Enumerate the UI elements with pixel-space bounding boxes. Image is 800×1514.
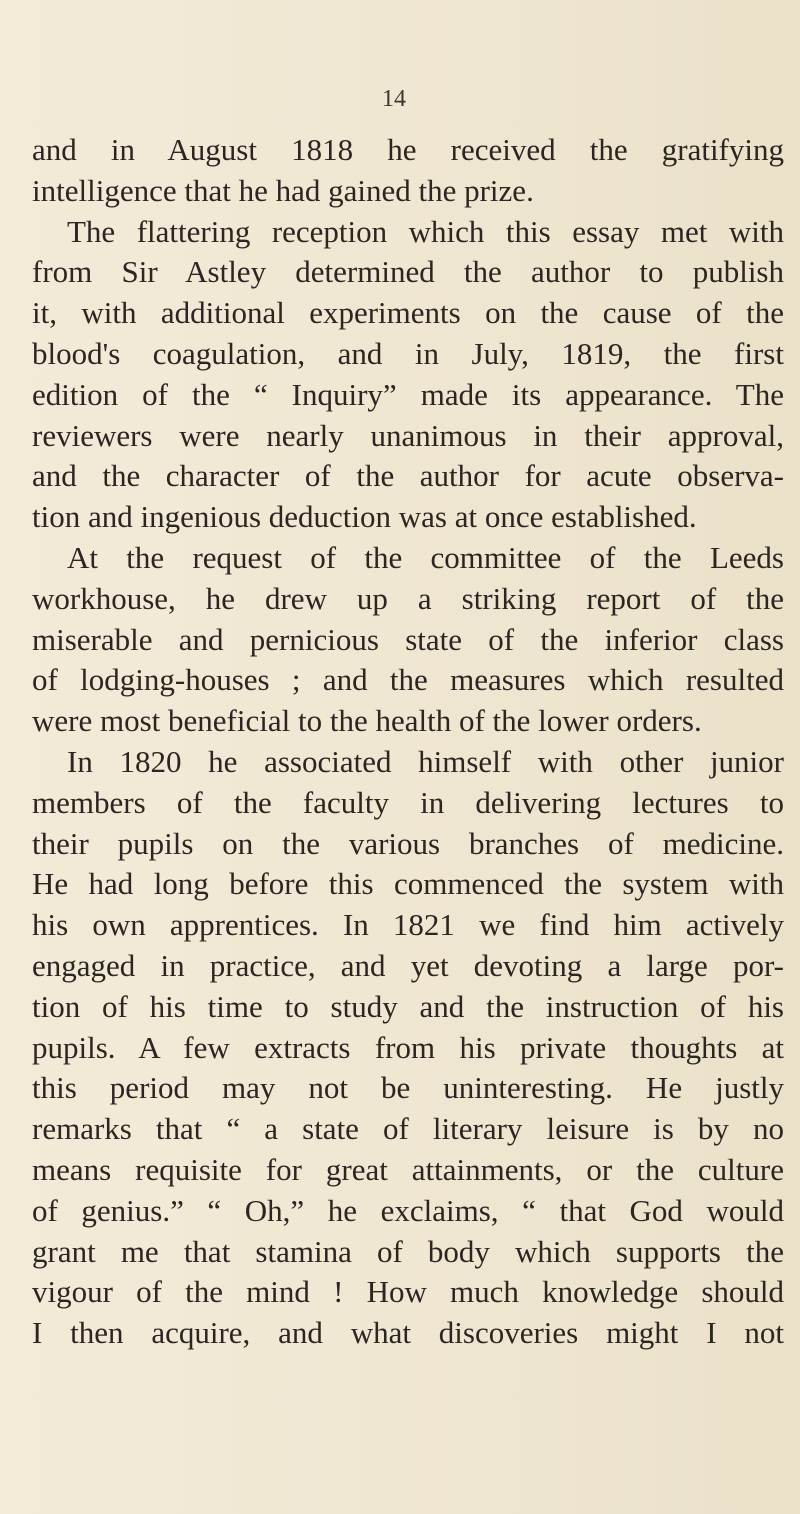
text-line: tion of his time to study and the instruction of his xyxy=(32,988,784,1024)
text-line: workhouse, he drew up a striking report of the xyxy=(32,580,784,616)
text-line: grant me that stamina of body which supports the xyxy=(32,1233,784,1269)
text-line: of genius.” “ Oh,” he exclaims, “ that God would xyxy=(32,1192,784,1228)
text-line: blood's coagulation, and in July, 1819, the first xyxy=(32,335,784,371)
text-line: from Sir Astley determined the author to publish xyxy=(32,254,784,290)
text-line: of lodging-houses ; and the measures which resulted xyxy=(32,662,784,698)
text-line: remarks that “ a state of literary leisure is by no xyxy=(32,1111,784,1147)
text-line: edition of the “ Inquiry” made its appearance. The xyxy=(32,376,784,412)
paragraph-first-line: In 1820 he associated himself with other junior xyxy=(67,743,784,779)
text-line: it, with additional experiments on the cause of the xyxy=(32,295,784,331)
paragraph-first-line: At the request of the committee of the Leeds xyxy=(67,539,784,575)
text-line: intelligence that he had gained the prize. xyxy=(32,172,534,208)
text-line: vigour of the mind ! How much knowledge should xyxy=(32,1274,784,1310)
text-line: and in August 1818 he received the gratifying xyxy=(32,132,784,167)
text-line: this period may not be uninteresting. He justly xyxy=(32,1070,784,1106)
text-line: members of the faculty in delivering lectures to xyxy=(32,784,784,820)
text-line: miserable and pernicious state of the inferior class xyxy=(32,621,784,657)
text-line: I then acquire, and what discoveries might I not xyxy=(32,1315,784,1351)
text-line: pupils. A few extracts from his private thoughts at xyxy=(32,1029,784,1065)
body-text xyxy=(32,130,784,1354)
text-line: tion and ingenious deduction was at once established. xyxy=(32,499,697,535)
paragraph-first-line: The flattering reception which this essay met with xyxy=(67,213,784,249)
text-line: reviewers were nearly unanimous in their approval, xyxy=(32,417,784,453)
text-line: means requisite for great attainments, or the culture xyxy=(32,1151,784,1187)
text-line: engaged in practice, and yet devoting a large por- xyxy=(32,947,784,983)
page-number: 14 xyxy=(382,86,406,112)
text-line: his own apprentices. In 1821 we find him actively xyxy=(32,907,784,943)
text-line: were most beneficial to the health of the lower orders. xyxy=(32,703,702,739)
text-line: their pupils on the various branches of medicine. xyxy=(32,825,784,861)
text-line: He had long before this commenced the system with xyxy=(32,866,784,902)
text-line: and the character of the author for acute observa- xyxy=(32,458,784,494)
